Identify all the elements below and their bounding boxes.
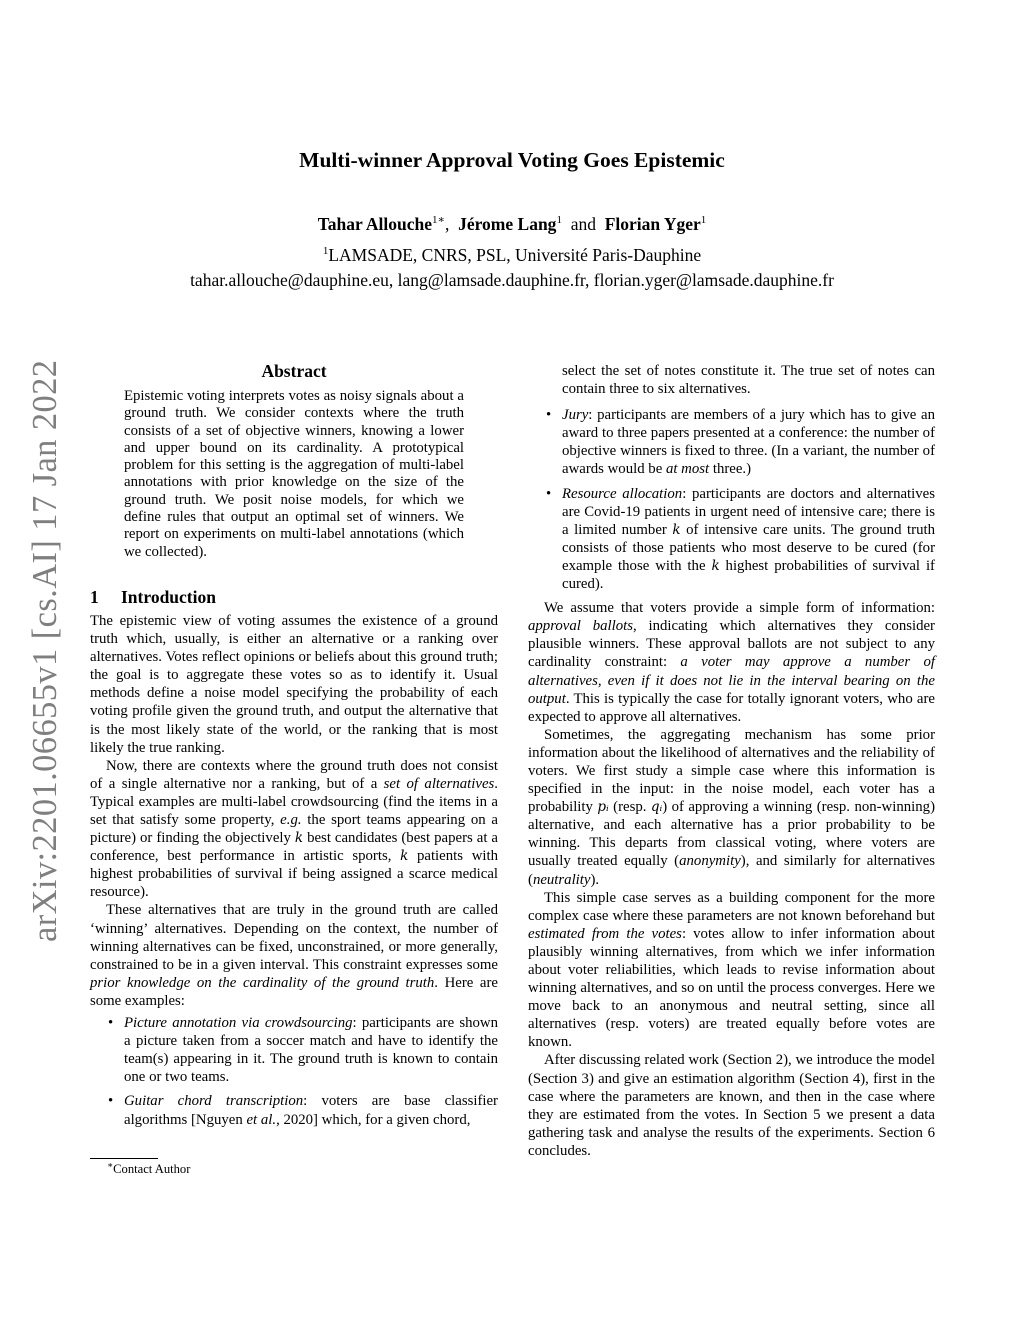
author-name: Tahar Allouche bbox=[317, 214, 432, 234]
paragraph: These alternatives that are truly in the ground truth are called ‘winning’ alternatives. Depending on the context, the number of winning alternatives can be fixed, unconstrained, or more generally, constrained to be in a given interval. This constraint expresses some prior knowledge on the cardinality of the ground truth. Here are some examples: bbox=[90, 902, 498, 1009]
affiliation-text: LAMSADE, CNRS, PSL, Université Paris-Dauphine bbox=[328, 245, 702, 265]
example-list bbox=[528, 406, 935, 593]
list-item: • Guitar chord transcription: voters are base classifier algorithms [Nguyen et al., 2020] which, for a given chord, bbox=[108, 1093, 498, 1128]
paragraph: We assume that voters provide a simple form of information: approval ballots, indicating which alternatives they consider plausible winners. These approval ballots are not subject to any cardinality constraint: a voter may approve a number of alternatives, even if it does not lie in the interval bearing on the output. This is typically the case for totally ignorant voters, who are expected to approve all alternatives. bbox=[528, 600, 935, 725]
section-heading bbox=[90, 585, 498, 609]
paper-title: Multi-winner Approval Voting Goes Epistemic bbox=[299, 148, 725, 172]
author-list: Tahar Allouche$^{1∗}$, Jérome Lang$^1$ and Florian Yger$^1$ bbox=[317, 214, 707, 234]
left-column bbox=[90, 358, 498, 1135]
affiliation bbox=[0, 243, 1024, 267]
paragraph: After discussing related work (Section 2), we introduce the model (Section 3) and give an estimation algorithm (Section 4), first in the case where the parameters are known, and then in the case where they are estimated from the votes. In Section 5 we present a data gathering task and analyse the results of the experiments. Section 6 concludes. bbox=[528, 1052, 935, 1159]
list-item-continuation: select the set of notes constitute it. The true set of notes can contain three to six alternatives. bbox=[562, 363, 935, 398]
abstract-text: Epistemic voting interprets votes as noisy signals about a ground truth. We consider contexts where the truth consists of a set of objective winners, knowing a lower and upper bound on its cardinality. A prototypical problem for this setting is the aggregation of multi-label annotations with prior knowledge on the size of the ground truth. We posit noise models, for which we define rules that output an optimal set of winners. We report on experiments on multi-label annotations (which we collected). bbox=[124, 388, 464, 560]
author-emails: tahar.allouche@dauphine.eu, lang@lamsade.dauphine.fr, florian.yger@lamsade.dauphine.fr bbox=[190, 270, 834, 290]
affiliation-mark: 1 bbox=[322, 245, 329, 257]
author-mark: 1 bbox=[556, 214, 562, 226]
author-mark: 1 bbox=[700, 214, 707, 226]
author-mark: 1∗ bbox=[431, 214, 445, 226]
author-and: and bbox=[570, 214, 596, 234]
footnote-text: Contact Author bbox=[113, 1162, 191, 1176]
paragraph: The epistemic view of voting assumes the existence of a ground truth which, usually, is either an alternative or a ranking over alternatives. Votes reflect opinions or beliefs about this ground truth; the goal is to aggregate these votes so as to identify it. Usual methods define a noise model specifying the probability of each voting profile given the ground truth, and output the alternative that is the most likely state of the world, or the ranking that is most likely the true ranking. bbox=[90, 612, 498, 756]
list-item: • Resource allocation: participants are doctors and alternatives are Covid-19 patients in urgent need of intensive care; there is a limited number k of intensive care units. The ground truth consists of those patients who most deserve to be cured (for example those with the k highest probabilities of survival if cured). bbox=[546, 485, 935, 593]
author-name: Florian Yger bbox=[604, 214, 701, 234]
footnote-rule bbox=[90, 1158, 158, 1159]
paragraph: This simple case serves as a building component for the more complex case where these parameters are not known beforehand but estimated from the votes: votes allow to infer information about plausibly winning alternatives, from which we infer information about voter reliabilities, which leads to revise information about winning alternatives, and so on until the process converges. Here we move back to an anonymous and neutral setting, since all alternatives (resp. voters) are treated equally before votes are known. bbox=[528, 889, 935, 1051]
author-name: Jérome Lang bbox=[458, 214, 557, 234]
list-item: • Picture annotation via crowdsourcing: participants are shown a picture taken from a soccer match and have to identify the team(s) appearing in it. The ground truth is known to contain one or two teams. bbox=[108, 1015, 498, 1086]
paragraph: Now, there are contexts where the ground truth does not consist of a single alternative nor a ranking, but of a set of alternatives. Typical examples are multi-label crowdsourcing (find the items in a set that satisfy some property, e.g. the sport teams appearing on a picture) or finding the objectively k best candidates (best papers at a conference, best performance in artistic sports, k patients with highest probabilities of survival if being assigned a scarce medical resource). bbox=[90, 757, 498, 901]
list-item: • Jury: participants are members of a jury which has to give an award to three papers presented at a conference: the number of objective winners is fixed to three. (In a variant, the number of awards would be at most three.) bbox=[546, 407, 935, 478]
arxiv-identifier-stamp: arXiv:2201.06655v1 [cs.AI] 17 Jan 2022 bbox=[26, 359, 64, 942]
right-column bbox=[528, 362, 935, 1160]
section-title: Introduction bbox=[121, 586, 216, 607]
footnote bbox=[107, 1161, 190, 1177]
footnote-mark: ∗ bbox=[107, 1160, 114, 1170]
example-list bbox=[90, 1014, 498, 1129]
section-number: 1 bbox=[90, 586, 99, 607]
paragraph: Sometimes, the aggregating mechanism has some prior information about the likelihood of alternatives and the reliability of voters. We first study a simple case where this information is specified in the input: in the noise model, each voter has a probability pᵢ (resp. qᵢ) of approving a winning (resp. non-winning) alternative, and each alternative has a prior probability to be winning. This departs from classical voting, where voters are usually treated equally (anonymity), and similarly for alternatives (neutrality). bbox=[528, 726, 935, 888]
abstract-heading: Abstract bbox=[261, 361, 327, 381]
